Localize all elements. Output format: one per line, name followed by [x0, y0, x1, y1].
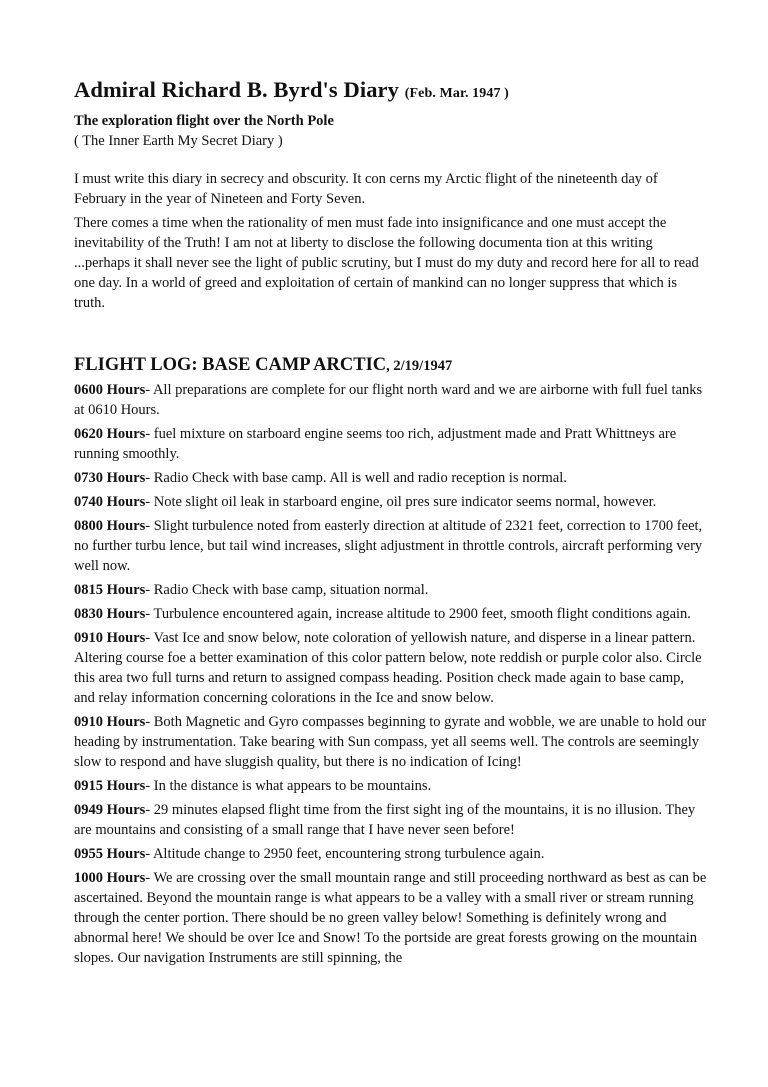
log-entry	[74, 604, 708, 624]
log-entry	[74, 492, 708, 512]
log-entry-text: - Note slight oil leak in starboard engine, oil pres sure indicator seems normal, however.	[145, 494, 657, 510]
log-entry-text: - Altitude change to 2950 feet, encountering strong turbulence again.	[145, 846, 545, 862]
log-entry	[74, 844, 708, 864]
flight-log-entries	[74, 380, 708, 968]
log-entry-text: - Turbulence encountered again, increase altitude to 2900 feet, smooth flight conditions again.	[145, 606, 691, 622]
log-entry	[74, 424, 708, 464]
document-title	[74, 76, 708, 108]
log-entry-time: 0949 Hours	[74, 802, 146, 818]
log-entry-text: - fuel mixture on starboard engine seems too rich, adjustment made and Pratt Whittneys are running smoothly.	[74, 426, 677, 462]
log-entry-time: 0830 Hours	[74, 606, 146, 622]
log-entry-time: 0730 Hours	[74, 470, 146, 486]
log-entry-text: - All preparations are complete for our flight north ward and we are airborne with full fuel tanks at 0610 Hours.	[74, 382, 703, 418]
log-entry	[74, 712, 708, 772]
log-entry-time: 0620 Hours	[74, 426, 146, 442]
log-entry-text: - Slight turbulence noted from easterly direction at altitude of 2321 feet, correction to 1700 feet, no further turbu lence, but tail wind increases, slight adjustment in throttle controls, aircraft performing very well now.	[74, 518, 703, 574]
intro-paragraph-2: There comes a time when the rationality of men must fade into insignificance and one must accept the inevitability of the Truth! I am not at liberty to disclose the following documenta tion at this writing ...perhaps it shall never see the light of public scrutiny, but I must do my duty and record here for all to read one day. In a world of greed and exploitation of certain of mankind can no longer suppress that which is truth.	[74, 215, 699, 311]
log-entry	[74, 468, 708, 488]
log-entry-text: - Radio Check with base camp, situation normal.	[145, 582, 429, 598]
log-entry-time: 0910 Hours	[74, 630, 146, 646]
log-entry	[74, 800, 708, 840]
intro-paragraph-1: I must write this diary in secrecy and obscurity. It con cerns my Arctic flight of the nineteenth day of February in the year of Nineteen and Forty Seven.	[74, 171, 658, 207]
log-entry-time: 1000 Hours	[74, 870, 146, 886]
document-subtitle-secondary: ( The Inner Earth My Secret Diary )	[74, 133, 283, 149]
log-entry-time: 0600 Hours	[74, 382, 146, 398]
log-entry-text: - In the distance is what appears to be mountains.	[145, 778, 432, 794]
log-entry	[74, 516, 708, 576]
document-subtitle: The exploration flight over the North Pole	[74, 113, 334, 129]
log-entry-time: 0740 Hours	[74, 494, 146, 510]
log-entry	[74, 868, 708, 968]
flight-log-heading	[74, 353, 708, 378]
log-entry-text: - We are crossing over the small mountain range and still proceeding northward as best as can be ascertained. Beyond the mountain range is what appears to be a valley with a small river or stream running through the center portion. There should be no green valley below! Something is definitely wrong and abnormal here! We should be over Ice and Snow! To the portside are great forests growing on the mountain slopes. Our navigation Instruments are still spinning, the	[74, 870, 707, 966]
log-entry	[74, 776, 708, 796]
flight-log-heading-text: FLIGHT LOG: BASE CAMP ARCTIC	[74, 355, 387, 375]
log-entry-text: - Both Magnetic and Gyro compasses beginning to gyrate and wobble, we are unable to hold our heading by instrumentation. Take bearing with Sun compass, yet all seems well. The controls are seemingly slow to respond and have sluggish quality, but there is no indication of Icing!	[74, 714, 707, 770]
log-entry-time: 0955 Hours	[74, 846, 146, 862]
log-entry-time: 0910 Hours	[74, 714, 146, 730]
log-entry-time: 0800 Hours	[74, 518, 146, 534]
flight-log-date: , 2/19/1947	[386, 358, 453, 374]
log-entry-text: - Vast Ice and snow below, note coloration of yellowish nature, and disperse in a linear pattern. Altering course foe a better examination of this color pattern below, note reddish or purple color also. Circle this area two full turns and return to assigned compass heading. Position check made again to base camp, and relay information concerning colorations in the Ice and snow below.	[74, 630, 702, 706]
title-text: Admiral Richard B. Byrd's Diary	[74, 77, 399, 102]
log-entry	[74, 580, 708, 600]
title-date: (Feb. Mar. 1947 )	[404, 86, 509, 101]
log-entry-text: - Radio Check with base camp. All is well and radio reception is normal.	[145, 470, 567, 486]
log-entry	[74, 380, 708, 420]
log-entry	[74, 628, 708, 708]
log-entry-text: - 29 minutes elapsed flight time from the first sight ing of the mountains, it is no illusion. They are mountains and consisting of a small range that I have never seen before!	[74, 802, 696, 838]
log-entry-time: 0915 Hours	[74, 778, 146, 794]
log-entry-time: 0815 Hours	[74, 582, 146, 598]
